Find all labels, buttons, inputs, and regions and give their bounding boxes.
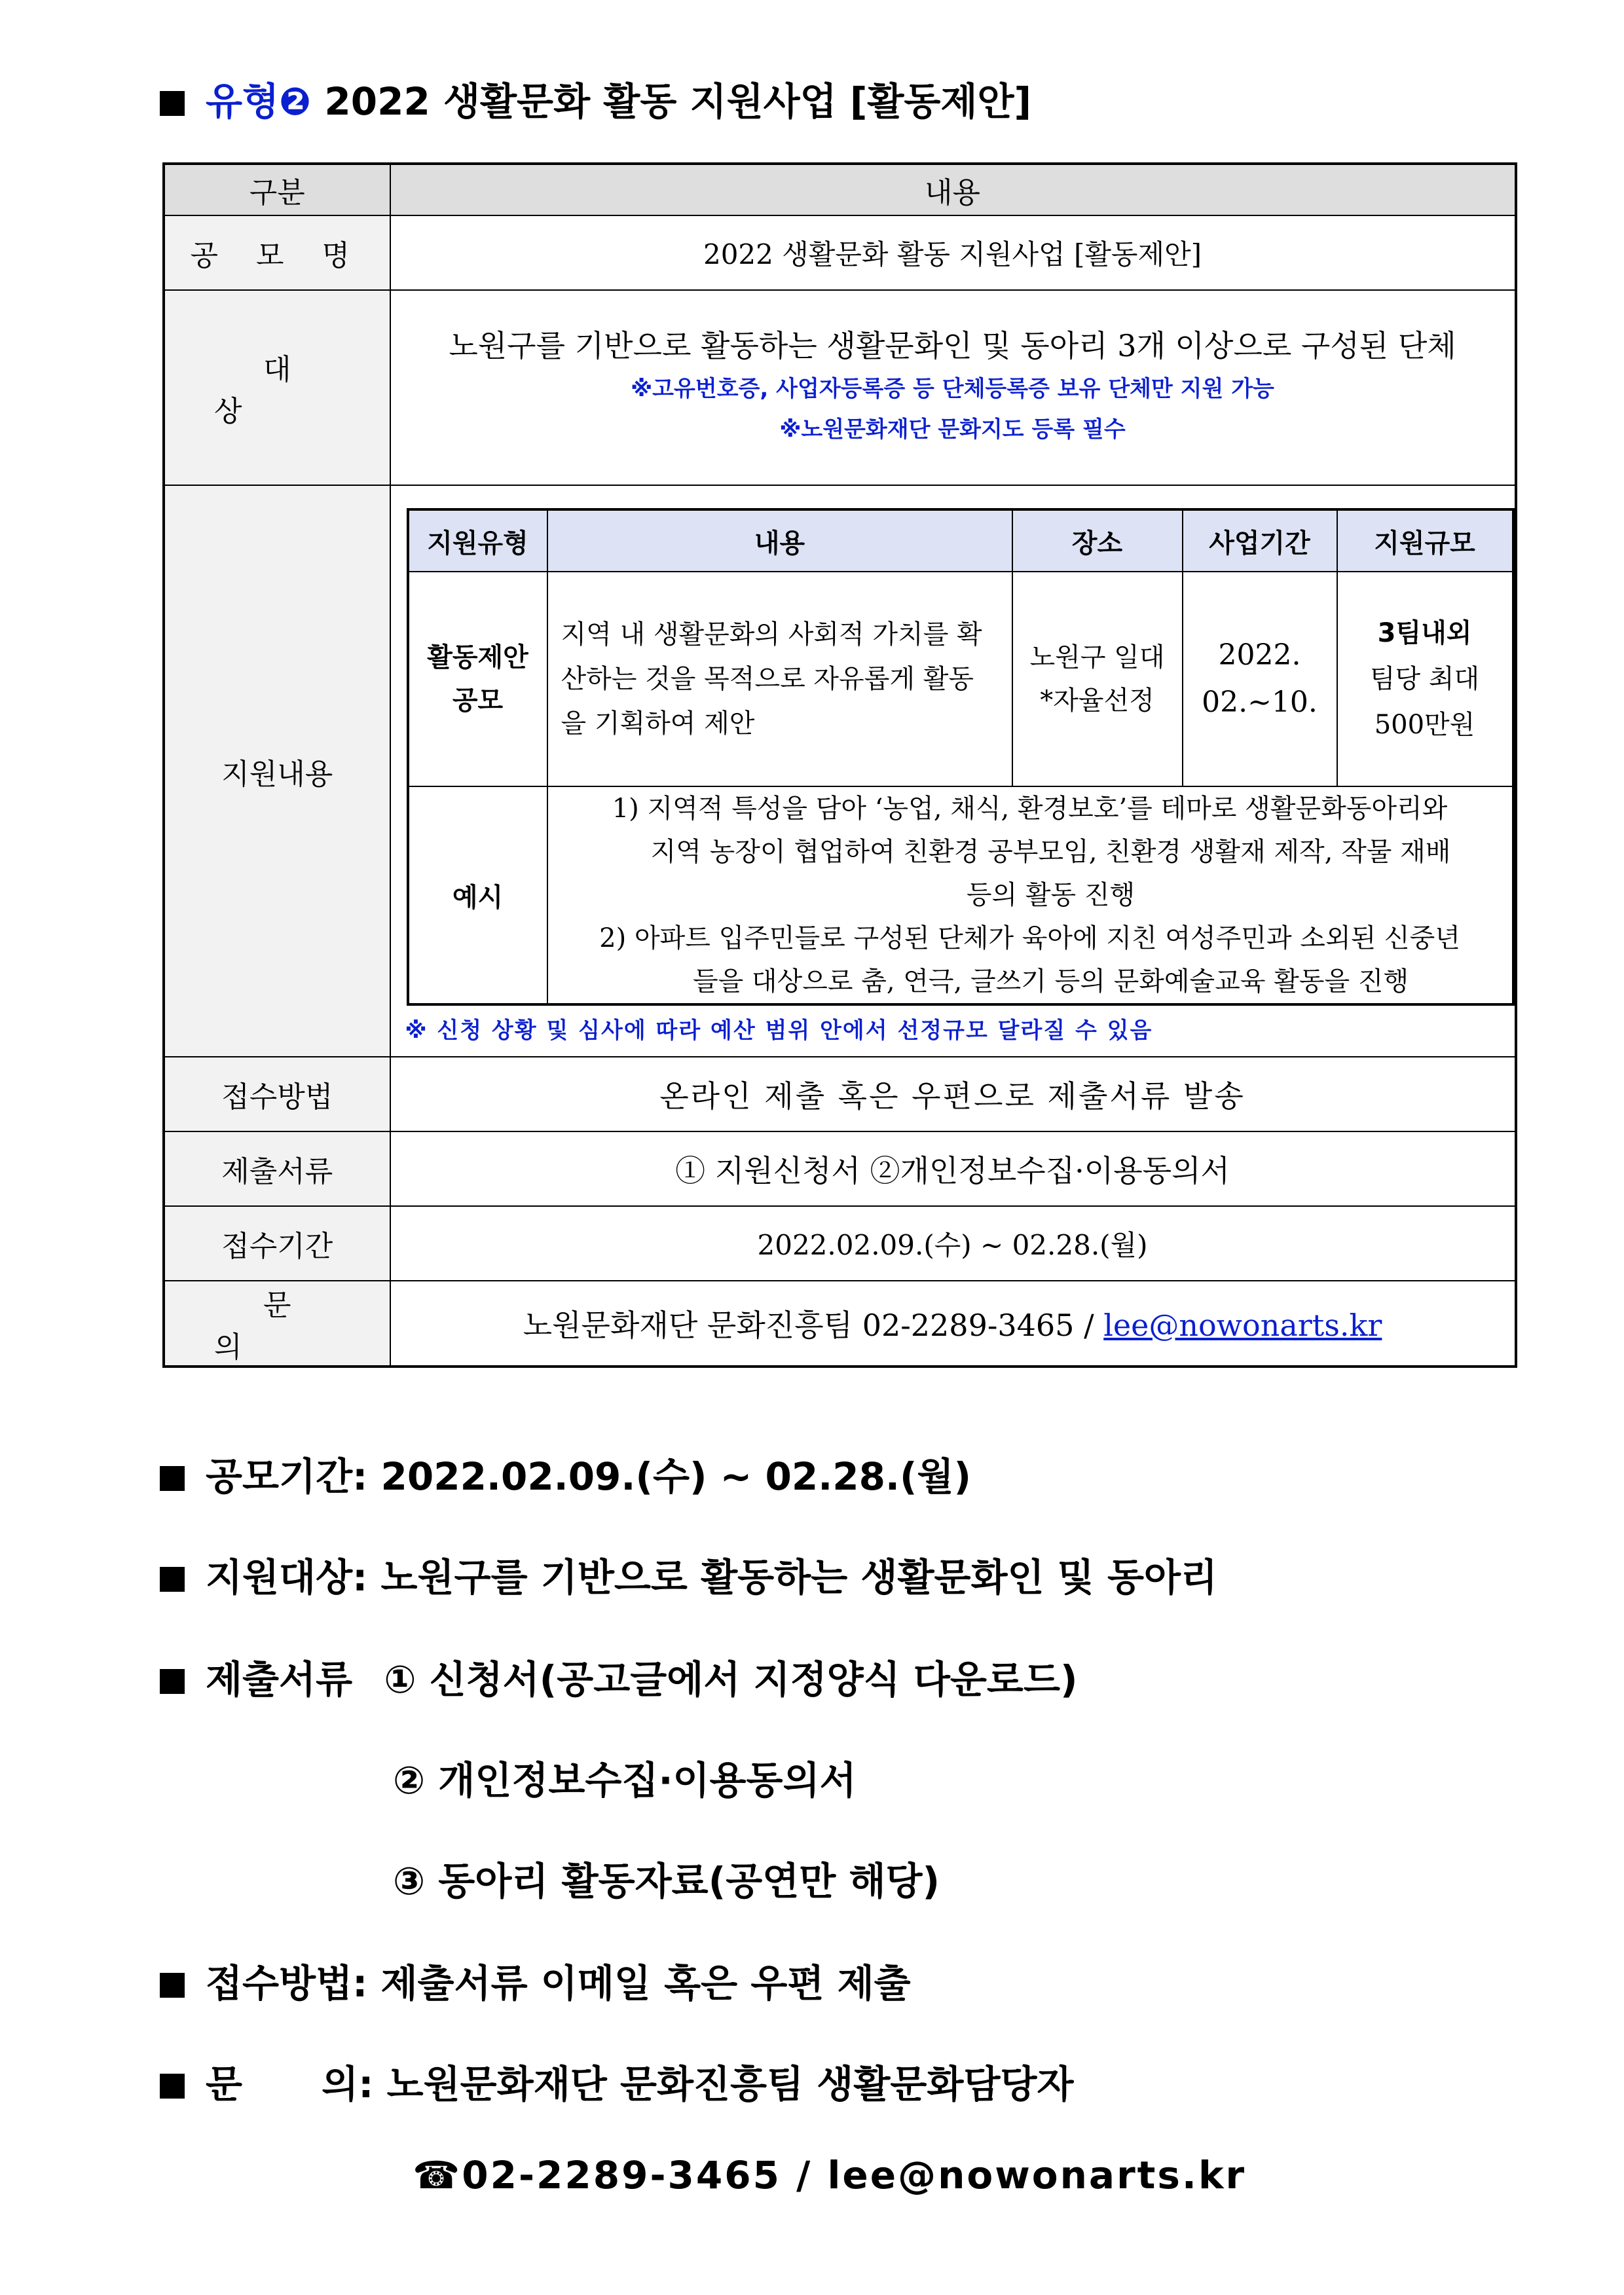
example-label: 예시 bbox=[408, 786, 547, 1004]
inquiry-label: 문 의 bbox=[164, 1281, 390, 1367]
period-value: 2022.02.09.(수) ~ 02.28.(월) bbox=[390, 1206, 1516, 1281]
contest-name-label: 공 모 명 bbox=[164, 215, 390, 290]
contest-name-value: 2022 생활문화 활동 지원사업 [활동제안] bbox=[390, 215, 1516, 290]
table-row bbox=[164, 1206, 1516, 1281]
summary-doc-2: ② 개인정보수집·이용동의서 bbox=[393, 1758, 857, 1803]
table-row bbox=[164, 215, 1516, 290]
target-note-2: ※노원문화재단 문화지도 등록 필수 bbox=[779, 416, 1126, 443]
support-content: 지역 내 생활문화의 사회적 가치를 확산하는 것을 목적으로 자유롭게 활동을 기획하여 제안 bbox=[547, 572, 1012, 786]
email-link[interactable]: lee@nowonarts.kr bbox=[1103, 1308, 1382, 1343]
target-value: 노원구를 기반으로 활동하는 생활문화인 및 동아리 3개 이상으로 구성된 단체 bbox=[449, 328, 1456, 363]
title-text: 2022 생활문화 활동 지원사업 [활동제안] bbox=[324, 79, 1031, 124]
support-subtable bbox=[407, 508, 1515, 1006]
sub-header-type: 지원유형 bbox=[408, 509, 547, 572]
subtable-row bbox=[408, 786, 1513, 1004]
target-label: 대 상 bbox=[164, 290, 390, 485]
header-content: 내용 bbox=[390, 164, 1516, 215]
support-place: 노원구 일대 *자율선정 bbox=[1012, 572, 1183, 786]
documents-value: ① 지원신청서 ②개인정보수집·이용동의서 bbox=[390, 1131, 1516, 1206]
support-scale: 3팀내외 팀당 최대 500만원 bbox=[1337, 572, 1513, 786]
method-label: 접수방법 bbox=[164, 1057, 390, 1131]
bullet-square-icon bbox=[160, 2074, 185, 2099]
target-note-1: ※고유번호증, 사업자등록증 등 단체등록증 보유 단체만 지원 가능 bbox=[631, 376, 1274, 402]
table-row bbox=[164, 1057, 1516, 1131]
table-row bbox=[164, 485, 1516, 1057]
summary-docs: 제출서류 ① 신청서(공고글에서 지정양식 다운로드) bbox=[160, 1649, 1077, 1704]
bullet-square-icon bbox=[160, 91, 185, 116]
sub-header-scale: 지원규모 bbox=[1337, 509, 1513, 572]
inquiry-value: 노원문화재단 문화진흥팀 02-2289-3465 / lee@nowonarts.kr bbox=[390, 1281, 1516, 1367]
info-table bbox=[162, 162, 1517, 1368]
header-category: 구분 bbox=[164, 164, 390, 215]
support-cell bbox=[390, 485, 1516, 1057]
target-cell bbox=[390, 290, 1516, 485]
support-type: 활동제안 공모 bbox=[408, 572, 547, 786]
summary-method: 접수방법: 제출서류 이메일 혹은 우편 제출 bbox=[160, 1953, 911, 2008]
table-row bbox=[164, 1131, 1516, 1206]
period-label: 접수기간 bbox=[164, 1206, 390, 1281]
example-content: 1) 지역적 특성을 담아 ‘농업, 채식, 환경보호’를 테마로 생활문화동아리와 지역 농장이 협업하여 친환경 공부모임, 친환경 생활재 제작, 작물 재배 등의 활동 진행 2) 아파트 입주민들로 구성된 단체가 육아에 지친 여성주민과 소외된 신중년 들을 대상으로 춤, 연극, 글쓰기 등의 문화예술교육 활동을 진행 bbox=[547, 786, 1513, 1004]
table-header-row bbox=[164, 164, 1516, 215]
bullet-square-icon bbox=[160, 1466, 185, 1491]
method-value: 온라인 제출 혹은 우편으로 제출서류 발송 bbox=[390, 1057, 1516, 1131]
bullet-square-icon bbox=[160, 1669, 185, 1694]
subtable-row bbox=[408, 572, 1513, 786]
documents-label: 제출서류 bbox=[164, 1131, 390, 1206]
table-row bbox=[164, 1281, 1516, 1367]
bullet-square-icon bbox=[160, 1973, 185, 1998]
bullet-square-icon bbox=[160, 1567, 185, 1592]
support-note: ※ 신청 상황 및 심사에 따라 예산 범위 안에서 선정규모 달라질 수 있음 bbox=[405, 1018, 1153, 1044]
subtable-header-row bbox=[408, 509, 1513, 572]
summary-target: 지원대상: 노원구를 기반으로 활동하는 생활문화인 및 동아리 bbox=[160, 1547, 1217, 1602]
support-period: 2022. 02.~10. bbox=[1183, 572, 1337, 786]
sub-header-period: 사업기간 bbox=[1183, 509, 1337, 572]
sub-header-place: 장소 bbox=[1012, 509, 1183, 572]
sub-header-content: 내용 bbox=[547, 509, 1012, 572]
summary-doc-3: ③ 동아리 활동자료(공연만 해당) bbox=[393, 1859, 940, 1903]
summary-contact: ☎02-2289-3465 / lee@nowonarts.kr bbox=[413, 2153, 1247, 2197]
support-label: 지원내용 bbox=[164, 485, 390, 1057]
table-row bbox=[164, 290, 1516, 485]
page-title bbox=[160, 71, 1031, 126]
summary-period: 공모기간: 2022.02.09.(수) ~ 02.28.(월) bbox=[160, 1446, 971, 1501]
type-label: 유형❷ bbox=[206, 79, 312, 124]
summary-inquiry: 문 의: 노원문화재단 문화진흥팀 생활문화담당자 bbox=[160, 2053, 1074, 2108]
